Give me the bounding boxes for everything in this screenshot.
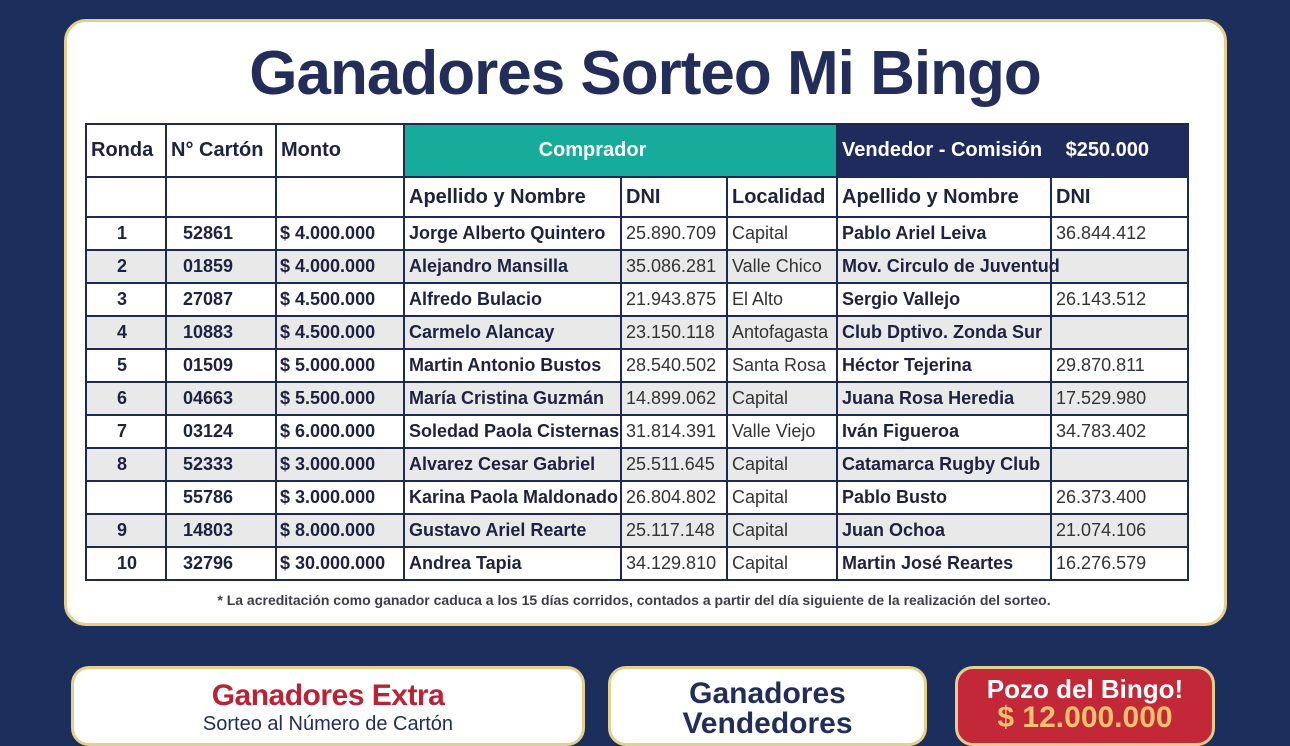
cell-comprador-dni: 35.086.281 (621, 250, 727, 283)
cell-comprador-dni: 28.540.502 (621, 349, 727, 382)
cell-carton: 52861 (166, 217, 276, 250)
header-vendedor-label: Vendedor - Comisión (842, 139, 1043, 161)
cell-ronda: 1 (86, 217, 166, 250)
table-row (86, 547, 1188, 580)
cell-localidad: Valle Viejo (727, 415, 837, 448)
cell-monto: $ 6.000.000 (276, 415, 404, 448)
cell-comprador-nombre: Alvarez Cesar Gabriel (404, 448, 621, 481)
cell-monto: $ 5.000.000 (276, 349, 404, 382)
cell-carton: 01859 (166, 250, 276, 283)
cell-localidad: Capital (727, 481, 837, 514)
cell-comprador-dni: 26.804.802 (621, 481, 727, 514)
cell-comprador-nombre: Martin Antonio Bustos (404, 349, 621, 382)
cell-ronda: 5 (86, 349, 166, 382)
cell-vendedor-nombre: Iván Figueroa (837, 415, 1051, 448)
subheader-comprador-nombre: Apellido y Nombre (404, 177, 621, 217)
cell-localidad: Capital (727, 217, 837, 250)
cell-comprador-dni: 25.511.645 (621, 448, 727, 481)
cell-localidad: Capital (727, 382, 837, 415)
table-row (86, 349, 1188, 382)
table-body (86, 217, 1188, 580)
cell-comprador-dni: 23.150.118 (621, 316, 727, 349)
page-title: Ganadores Sorteo Mi Bingo (249, 39, 1041, 108)
extra-winners-subtitle: Sorteo al Número de Cartón (202, 713, 454, 735)
subheader-empty-3 (276, 177, 404, 217)
cell-monto: $ 30.000.000 (276, 547, 404, 580)
cell-carton: 10883 (166, 316, 276, 349)
cell-vendedor-dni (1051, 316, 1188, 349)
seller-winners-card (608, 666, 927, 746)
cell-monto: $ 4.500.000 (276, 283, 404, 316)
table-row (86, 514, 1188, 547)
cell-comprador-dni: 25.117.148 (621, 514, 727, 547)
cell-vendedor-nombre: Pablo Busto (837, 481, 1051, 514)
header-comprador: Comprador (404, 124, 837, 177)
cell-vendedor-nombre: Juana Rosa Heredia (837, 382, 1051, 415)
cell-comprador-dni: 25.890.709 (621, 217, 727, 250)
table-header-row (86, 124, 1188, 177)
header-carton: N° Cartón (166, 124, 276, 177)
cell-vendedor-nombre: Sergio Vallejo (837, 283, 1051, 316)
cell-vendedor-dni: 26.373.400 (1051, 481, 1188, 514)
cell-monto: $ 3.000.000 (276, 481, 404, 514)
cell-localidad: El Alto (727, 283, 837, 316)
extra-winners-card (71, 666, 585, 746)
extra-winners-title: Ganadores Extra (211, 679, 445, 712)
cell-localidad: Antofagasta (727, 316, 837, 349)
cell-vendedor-nombre: Catamarca Rugby Club (837, 448, 1051, 481)
header-comision-amount: $250.000 (1065, 139, 1150, 161)
table-row (86, 382, 1188, 415)
subheader-localidad: Localidad (727, 177, 837, 217)
cell-vendedor-dni (1051, 448, 1188, 481)
cell-vendedor-dni (1051, 250, 1188, 283)
header-ronda: Ronda (86, 124, 166, 177)
cell-carton: 04663 (166, 382, 276, 415)
cell-carton: 55786 (166, 481, 276, 514)
cell-ronda: 3 (86, 283, 166, 316)
cell-monto: $ 4.000.000 (276, 217, 404, 250)
subheader-vendedor-nombre: Apellido y Nombre (837, 177, 1051, 217)
cell-vendedor-dni: 21.074.106 (1051, 514, 1188, 547)
cell-vendedor-dni: 34.783.402 (1051, 415, 1188, 448)
footnote: * La acreditación como ganador caduca a los 15 días corridos, contados a partir del día siguiente de la realización del sorteo. (217, 592, 1051, 608)
header-monto: Monto (276, 124, 404, 177)
cell-monto: $ 4.000.000 (276, 250, 404, 283)
cell-localidad: Santa Rosa (727, 349, 837, 382)
table-row (86, 481, 1188, 514)
table-row (86, 217, 1188, 250)
cell-vendedor-dni: 26.143.512 (1051, 283, 1188, 316)
cell-vendedor-dni: 17.529.980 (1051, 382, 1188, 415)
bingo-pot-title: Pozo del Bingo! (986, 674, 1184, 704)
cell-comprador-dni: 31.814.391 (621, 415, 727, 448)
cell-localidad: Capital (727, 514, 837, 547)
table-row (86, 415, 1188, 448)
cell-comprador-dni: 34.129.810 (621, 547, 727, 580)
cell-carton: 32796 (166, 547, 276, 580)
cell-comprador-nombre: Karina Paola Maldonado (404, 481, 621, 514)
cell-ronda: 2 (86, 250, 166, 283)
cell-comprador-nombre: Soledad Paola Cisternas (404, 415, 621, 448)
cell-ronda: 9 (86, 514, 166, 547)
cell-carton: 27087 (166, 283, 276, 316)
cell-vendedor-dni: 16.276.579 (1051, 547, 1188, 580)
cell-localidad: Capital (727, 547, 837, 580)
cell-vendedor-nombre: Héctor Tejerina (837, 349, 1051, 382)
cell-comprador-nombre: Carmelo Alancay (404, 316, 621, 349)
cell-vendedor-nombre: Mov. Circulo de Juventud (837, 250, 1051, 283)
subheader-comprador-dni: DNI (621, 177, 727, 217)
table-row (86, 250, 1188, 283)
cell-ronda: 8 (86, 448, 166, 481)
cell-ronda: 10 (86, 547, 166, 580)
cell-comprador-dni: 14.899.062 (621, 382, 727, 415)
cell-monto: $ 5.500.000 (276, 382, 404, 415)
bingo-pot-amount: $ 12.000.000 (997, 701, 1173, 734)
cell-localidad: Capital (727, 448, 837, 481)
subheader-empty-1 (86, 177, 166, 217)
cell-comprador-nombre: Alfredo Bulacio (404, 283, 621, 316)
cell-monto: $ 8.000.000 (276, 514, 404, 547)
subheader-vendedor-dni: DNI (1051, 177, 1188, 217)
cell-comprador-nombre: Andrea Tapia (404, 547, 621, 580)
cell-monto: $ 3.000.000 (276, 448, 404, 481)
cell-ronda (86, 481, 166, 514)
cell-localidad: Valle Chico (727, 250, 837, 283)
cell-comprador-nombre: Gustavo Ariel Rearte (404, 514, 621, 547)
cell-comprador-nombre: María Cristina Guzmán (404, 382, 621, 415)
cell-ronda: 6 (86, 382, 166, 415)
table-row (86, 316, 1188, 349)
cell-vendedor-nombre: Pablo Ariel Leiva (837, 217, 1051, 250)
cell-ronda: 4 (86, 316, 166, 349)
winners-table (85, 123, 1189, 581)
cell-carton: 03124 (166, 415, 276, 448)
cell-comprador-dni: 21.943.875 (621, 283, 727, 316)
cell-vendedor-dni: 36.844.412 (1051, 217, 1188, 250)
cell-vendedor-nombre: Juan Ochoa (837, 514, 1051, 547)
table-row (86, 283, 1188, 316)
bingo-pot-card (955, 666, 1215, 746)
seller-winners-title: Ganadores Vendedores (682, 677, 853, 740)
cell-vendedor-dni: 29.870.811 (1051, 349, 1188, 382)
subheader-empty-2 (166, 177, 276, 217)
cell-carton: 52333 (166, 448, 276, 481)
cell-comprador-nombre: Alejandro Mansilla (404, 250, 621, 283)
table-subheader-row (86, 177, 1188, 217)
cell-monto: $ 4.500.000 (276, 316, 404, 349)
cell-carton: 14803 (166, 514, 276, 547)
cell-carton: 01509 (166, 349, 276, 382)
cell-vendedor-nombre: Club Dptivo. Zonda Sur (837, 316, 1051, 349)
table-row (86, 448, 1188, 481)
cell-vendedor-nombre: Martin José Reartes (837, 547, 1051, 580)
cell-comprador-nombre: Jorge Alberto Quintero (404, 217, 621, 250)
header-vendedor (837, 124, 1188, 177)
cell-ronda: 7 (86, 415, 166, 448)
